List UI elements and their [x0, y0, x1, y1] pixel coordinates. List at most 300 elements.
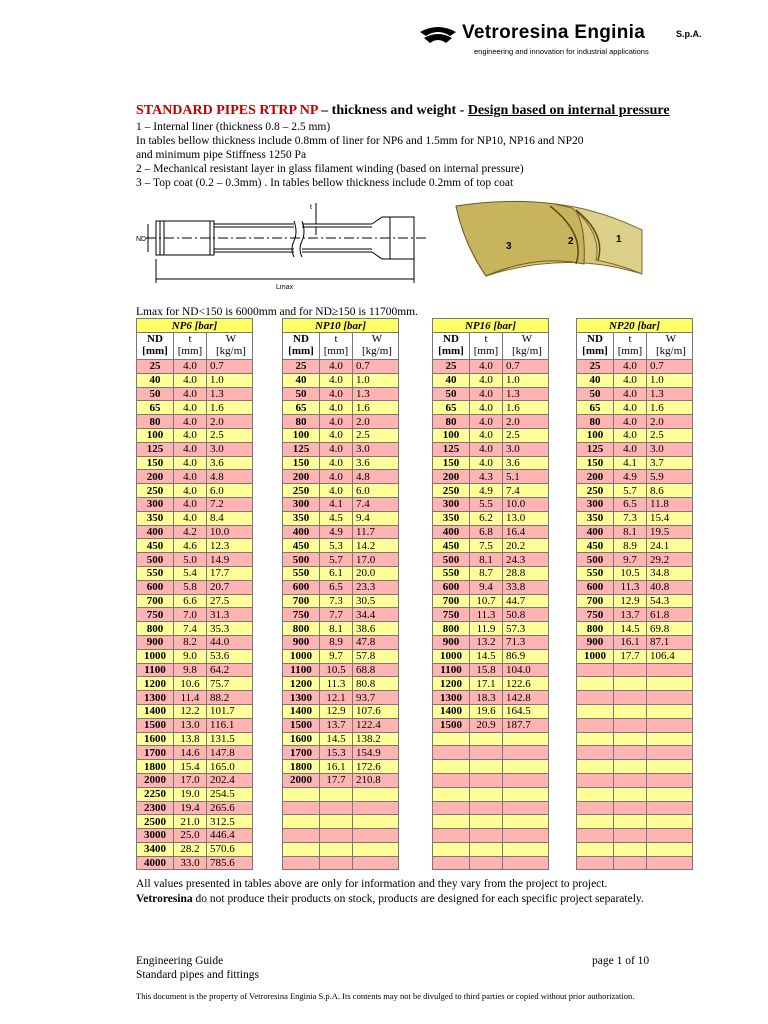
table-row — [137, 566, 253, 580]
description-line-1: 1 – Internal liner (thickness 0.8 – 2.5 mm) — [136, 121, 331, 133]
table-row — [283, 691, 399, 705]
table-cell: 47.8 — [353, 635, 399, 649]
table-cell: 300 — [283, 497, 320, 511]
table-cell — [577, 801, 614, 815]
table-cell: 14.5 — [320, 732, 353, 746]
table-row — [577, 746, 693, 760]
table-cell: 4.9 — [470, 484, 503, 498]
table-cell — [577, 718, 614, 732]
table-cell: 800 — [283, 622, 320, 636]
table-cell: 3.6 — [503, 456, 549, 470]
table-row — [283, 663, 399, 677]
table-cell: 1.6 — [503, 401, 549, 415]
table-cell: 700 — [137, 594, 174, 608]
table-cell: 57.3 — [503, 622, 549, 636]
table-cell: 8.2 — [174, 635, 207, 649]
table-cell: 13.7 — [614, 608, 647, 622]
column-header-unit: [kg/m] — [216, 345, 246, 357]
table-cell: 1800 — [137, 760, 174, 774]
table-cell: 4.0 — [320, 484, 353, 498]
table-title: NP20 [bar] — [577, 319, 693, 333]
table-cell: 600 — [137, 580, 174, 594]
table-cell: 2.0 — [353, 415, 399, 429]
table-cell: 34.4 — [353, 608, 399, 622]
table-cell: 15.8 — [470, 663, 503, 677]
column-header-unit: [mm] — [177, 345, 203, 357]
table-cell: 65 — [137, 401, 174, 415]
table-cell: 5.7 — [614, 484, 647, 498]
table-row — [137, 373, 253, 387]
table-cell — [353, 829, 399, 843]
table-cell: 4.0 — [470, 360, 503, 374]
table-cell: 13.7 — [320, 718, 353, 732]
table-cell: 4.0 — [614, 373, 647, 387]
table-cell — [433, 760, 470, 774]
table-cell: 4.0 — [174, 428, 207, 442]
pressure-table — [282, 318, 399, 870]
table-row — [137, 760, 253, 774]
table-cell: 0.7 — [503, 360, 549, 374]
table-row — [433, 704, 549, 718]
table-cell: 2.5 — [207, 428, 253, 442]
table-cell: 2250 — [137, 787, 174, 801]
table-cell: 87.1 — [647, 635, 693, 649]
table-row — [283, 704, 399, 718]
table-cell: 2000 — [137, 773, 174, 787]
table-cell: 20.2 — [503, 539, 549, 553]
column-header — [503, 333, 549, 360]
table-cell: 150 — [283, 456, 320, 470]
table-row — [283, 649, 399, 663]
table-cell — [283, 801, 320, 815]
table-cell: 8.6 — [647, 484, 693, 498]
table-cell: 50.8 — [503, 608, 549, 622]
table-cell — [470, 746, 503, 760]
table-cell — [614, 746, 647, 760]
table-cell: 150 — [433, 456, 470, 470]
table-cell: 17.0 — [353, 553, 399, 567]
table-row — [283, 373, 399, 387]
table-cell: 1.0 — [503, 373, 549, 387]
table-cell: 250 — [283, 484, 320, 498]
table-cell: 600 — [283, 580, 320, 594]
table-cell: 107.6 — [353, 704, 399, 718]
table-cell: 5.4 — [174, 566, 207, 580]
table-cell: 101.7 — [207, 704, 253, 718]
table-cell: 25 — [283, 360, 320, 374]
table-cell — [320, 787, 353, 801]
table-row — [577, 732, 693, 746]
table-cell — [647, 760, 693, 774]
table-row — [577, 622, 693, 636]
table-cell: 1000 — [577, 649, 614, 663]
table-cell: 1000 — [137, 649, 174, 663]
table-cell — [503, 787, 549, 801]
table-cell: 33.0 — [174, 856, 207, 870]
table-cell: 33.8 — [503, 580, 549, 594]
table-cell: 7.4 — [353, 497, 399, 511]
table-row — [283, 773, 399, 787]
table-cell: 65 — [577, 401, 614, 415]
table-cell: 400 — [433, 525, 470, 539]
table-cell: 200 — [433, 470, 470, 484]
table-cell: 6.0 — [207, 484, 253, 498]
table-cell: 800 — [433, 622, 470, 636]
table-row — [283, 622, 399, 636]
table-row — [137, 442, 253, 456]
table-cell: 0.7 — [207, 360, 253, 374]
table-row — [433, 663, 549, 677]
table-row — [577, 497, 693, 511]
table-cell: 164.5 — [503, 704, 549, 718]
table-row — [283, 497, 399, 511]
table-row — [433, 608, 549, 622]
table-cell: 6.0 — [353, 484, 399, 498]
table-cell: 4.0 — [320, 415, 353, 429]
table-cell: 19.5 — [647, 525, 693, 539]
table-row — [137, 732, 253, 746]
table-cell — [647, 787, 693, 801]
table-cell: 2.0 — [503, 415, 549, 429]
table-cell: 11.3 — [470, 608, 503, 622]
table-cell: 13.2 — [470, 635, 503, 649]
table-cell: 1200 — [433, 677, 470, 691]
table-row — [433, 511, 549, 525]
column-header — [433, 333, 470, 360]
table-row — [577, 401, 693, 415]
table-cell — [433, 815, 470, 829]
table-row — [577, 635, 693, 649]
table-cell: 7.4 — [174, 622, 207, 636]
table-cell: 4.0 — [614, 442, 647, 456]
table-row — [433, 539, 549, 553]
table-row — [577, 553, 693, 567]
table-cell: 16.1 — [320, 760, 353, 774]
table-cell: 11.3 — [320, 677, 353, 691]
table-cell: 3.6 — [353, 456, 399, 470]
table-cell: 900 — [283, 635, 320, 649]
table-cell: 4.0 — [470, 456, 503, 470]
table-cell: 71.3 — [503, 635, 549, 649]
table-cell: 1500 — [137, 718, 174, 732]
table-cell: 250 — [433, 484, 470, 498]
table-cell: 50 — [577, 387, 614, 401]
table-cell: 500 — [283, 553, 320, 567]
table-row — [433, 815, 549, 829]
table-cell — [353, 842, 399, 856]
table-cell: 1600 — [283, 732, 320, 746]
table-cell: 200 — [137, 470, 174, 484]
table-row — [137, 815, 253, 829]
table-cell: 4.0 — [614, 428, 647, 442]
table-row — [137, 773, 253, 787]
table-row — [283, 387, 399, 401]
table-cell — [647, 842, 693, 856]
table-cell: 4.0 — [320, 401, 353, 415]
table-row — [433, 649, 549, 663]
table-cell: 1.6 — [647, 401, 693, 415]
column-header-unit: [mm] — [582, 345, 608, 357]
table-cell: 10.7 — [470, 594, 503, 608]
table-row — [433, 801, 549, 815]
table-cell: 80 — [433, 415, 470, 429]
table-row — [577, 815, 693, 829]
table-cell: 150 — [137, 456, 174, 470]
table-cell: 9.8 — [174, 663, 207, 677]
table-cell: 88.2 — [207, 691, 253, 705]
table-cell — [577, 815, 614, 829]
table-cell — [577, 829, 614, 843]
table-row — [283, 525, 399, 539]
table-cell: 24.3 — [503, 553, 549, 567]
notes-company: Vetroresina — [136, 893, 193, 905]
column-header-name: ND — [587, 333, 603, 345]
table-cell — [577, 842, 614, 856]
table-row — [283, 856, 399, 870]
table-cell: 122.6 — [503, 677, 549, 691]
table-cell: 19.4 — [174, 801, 207, 815]
table-cell: 550 — [283, 566, 320, 580]
table-row — [283, 511, 399, 525]
table-row — [577, 566, 693, 580]
description-line-4: 2 – Mechanical resistant layer in glass filament winding (based on internal pressure) — [136, 163, 524, 175]
table-cell: 15.4 — [647, 511, 693, 525]
table-cell: 131.5 — [207, 732, 253, 746]
column-header-unit: [mm] — [617, 345, 643, 357]
table-cell: 450 — [283, 539, 320, 553]
table-row — [137, 387, 253, 401]
table-cell: 1300 — [283, 691, 320, 705]
table-row — [577, 415, 693, 429]
table-cell — [470, 815, 503, 829]
column-header-unit: [kg/m] — [656, 345, 686, 357]
table-cell: 4.0 — [174, 511, 207, 525]
title-sub: – thickness and weight - — [317, 103, 468, 118]
table-cell: 3.7 — [647, 456, 693, 470]
table-row — [577, 608, 693, 622]
table-row — [577, 387, 693, 401]
table-cell: 17.0 — [174, 773, 207, 787]
table-cell: 4.0 — [174, 415, 207, 429]
company-tagline: engineering and innovation for industrial applications — [474, 47, 649, 56]
table-cell: 700 — [283, 594, 320, 608]
table-cell — [433, 773, 470, 787]
pressure-table — [432, 318, 549, 870]
table-cell: 1100 — [137, 663, 174, 677]
table-cell: 100 — [577, 428, 614, 442]
table-cell: 28.8 — [503, 566, 549, 580]
logo-mark-icon — [418, 24, 458, 46]
table-cell — [577, 691, 614, 705]
table-cell: 750 — [433, 608, 470, 622]
column-header-unit: [mm] — [473, 345, 499, 357]
column-header-unit: [mm] — [288, 345, 314, 357]
table-cell — [614, 691, 647, 705]
table-row — [137, 635, 253, 649]
table-cell: 300 — [433, 497, 470, 511]
table-cell: 11.8 — [647, 497, 693, 511]
table-row — [577, 580, 693, 594]
table-row — [433, 401, 549, 415]
thickness-dimension-label: t — [310, 204, 312, 211]
table-row — [577, 594, 693, 608]
table-cell: 27.5 — [207, 594, 253, 608]
table-cell: 400 — [577, 525, 614, 539]
table-cell: 4.0 — [470, 415, 503, 429]
table-cell — [503, 856, 549, 870]
table-row — [283, 746, 399, 760]
table-cell: 4.0 — [614, 387, 647, 401]
table-row — [433, 842, 549, 856]
table-cell: 1500 — [433, 718, 470, 732]
table-cell: 4.0 — [320, 456, 353, 470]
table-row — [137, 829, 253, 843]
table-cell: 1100 — [283, 663, 320, 677]
table-row — [433, 373, 549, 387]
table-cell: 10.6 — [174, 677, 207, 691]
table-row — [137, 580, 253, 594]
table-cell: 14.9 — [207, 553, 253, 567]
table-cell: 400 — [137, 525, 174, 539]
table-row — [577, 677, 693, 691]
table-cell: 6.6 — [174, 594, 207, 608]
column-header-unit: [mm] — [142, 345, 168, 357]
table-cell: 11.4 — [174, 691, 207, 705]
table-cell: 2.5 — [503, 428, 549, 442]
table-cell: 38.6 — [353, 622, 399, 636]
table-cell: 14.5 — [470, 649, 503, 663]
column-header-name: t — [484, 333, 488, 345]
column-header — [283, 333, 320, 360]
table-cell: 300 — [137, 497, 174, 511]
table-cell — [503, 746, 549, 760]
table-cell: 1600 — [137, 732, 174, 746]
table-row — [433, 497, 549, 511]
table-cell: 54.3 — [647, 594, 693, 608]
column-header-name: ND — [147, 333, 163, 345]
table-cell — [614, 842, 647, 856]
table-cell: 106.4 — [647, 649, 693, 663]
table-cell: 10.0 — [503, 497, 549, 511]
table-cell: 1800 — [283, 760, 320, 774]
layer-label-2: 2 — [568, 236, 574, 247]
table-cell — [647, 677, 693, 691]
table-cell: 172.6 — [353, 760, 399, 774]
table-cell: 10.5 — [614, 566, 647, 580]
table-cell: 125 — [577, 442, 614, 456]
column-header-name: W — [225, 333, 237, 345]
table-cell: 4.0 — [174, 373, 207, 387]
table-cell: 254.5 — [207, 787, 253, 801]
table-cell: 4.0 — [320, 428, 353, 442]
table-cell: 9.7 — [320, 649, 353, 663]
table-cell: 210.8 — [353, 773, 399, 787]
table-cell: 15.3 — [320, 746, 353, 760]
table-title: NP10 [bar] — [283, 319, 399, 333]
table-cell: 1400 — [283, 704, 320, 718]
company-logo — [418, 20, 718, 60]
table-row — [433, 760, 549, 774]
table-cell — [470, 801, 503, 815]
table-cell — [470, 773, 503, 787]
table-row — [283, 815, 399, 829]
table-row — [433, 525, 549, 539]
table-cell — [283, 815, 320, 829]
company-name: Vetroresina Enginia — [462, 22, 646, 43]
table-cell — [470, 829, 503, 843]
table-row — [577, 428, 693, 442]
table-cell — [353, 856, 399, 870]
table-cell: 25 — [137, 360, 174, 374]
table-row — [433, 484, 549, 498]
table-cell: 9.0 — [174, 649, 207, 663]
table-row — [577, 663, 693, 677]
table-cell — [577, 663, 614, 677]
table-cell: 5.5 — [470, 497, 503, 511]
table-cell: 1.0 — [353, 373, 399, 387]
table-cell: 40.8 — [647, 580, 693, 594]
table-cell: 57.8 — [353, 649, 399, 663]
table-row — [577, 760, 693, 774]
table-cell: 12.2 — [174, 704, 207, 718]
table-cell: 7.7 — [320, 608, 353, 622]
table-row — [283, 801, 399, 815]
table-cell: 4.0 — [470, 428, 503, 442]
table-cell: 69.8 — [647, 622, 693, 636]
column-header — [614, 333, 647, 360]
table-cell: 138.2 — [353, 732, 399, 746]
table-cell: 300 — [577, 497, 614, 511]
table-row — [137, 539, 253, 553]
table-row — [433, 718, 549, 732]
table-row — [283, 539, 399, 553]
pressure-table — [576, 318, 693, 870]
table-cell — [503, 732, 549, 746]
table-cell: 12.9 — [614, 594, 647, 608]
table-cell: 116.1 — [207, 718, 253, 732]
table-cell: 6.2 — [470, 511, 503, 525]
table-cell: 93.7 — [353, 691, 399, 705]
table-cell — [503, 829, 549, 843]
table-cell: 150 — [577, 456, 614, 470]
table-cell: 100 — [433, 428, 470, 442]
table-cell: 2.5 — [647, 428, 693, 442]
table-cell — [433, 801, 470, 815]
table-cell: 17.7 — [614, 649, 647, 663]
table-row — [283, 677, 399, 691]
table-row — [283, 732, 399, 746]
table-cell — [647, 663, 693, 677]
table-cell: 5.3 — [320, 539, 353, 553]
table-row — [283, 718, 399, 732]
description-line-3: and minimum pipe Stiffness 1250 Pa — [136, 149, 307, 161]
table-row — [283, 553, 399, 567]
table-cell: 500 — [137, 553, 174, 567]
table-cell: 11.3 — [614, 580, 647, 594]
table-cell: 1400 — [433, 704, 470, 718]
table-cell — [647, 856, 693, 870]
table-row — [137, 401, 253, 415]
table-row — [137, 704, 253, 718]
table-cell — [614, 801, 647, 815]
footer-section: Standard pipes and fittings — [136, 969, 259, 981]
table-row — [433, 566, 549, 580]
table-cell: 900 — [137, 635, 174, 649]
table-row — [137, 787, 253, 801]
column-header-name: t — [628, 333, 632, 345]
table-cell: 21.0 — [174, 815, 207, 829]
table-cell: 6.8 — [470, 525, 503, 539]
